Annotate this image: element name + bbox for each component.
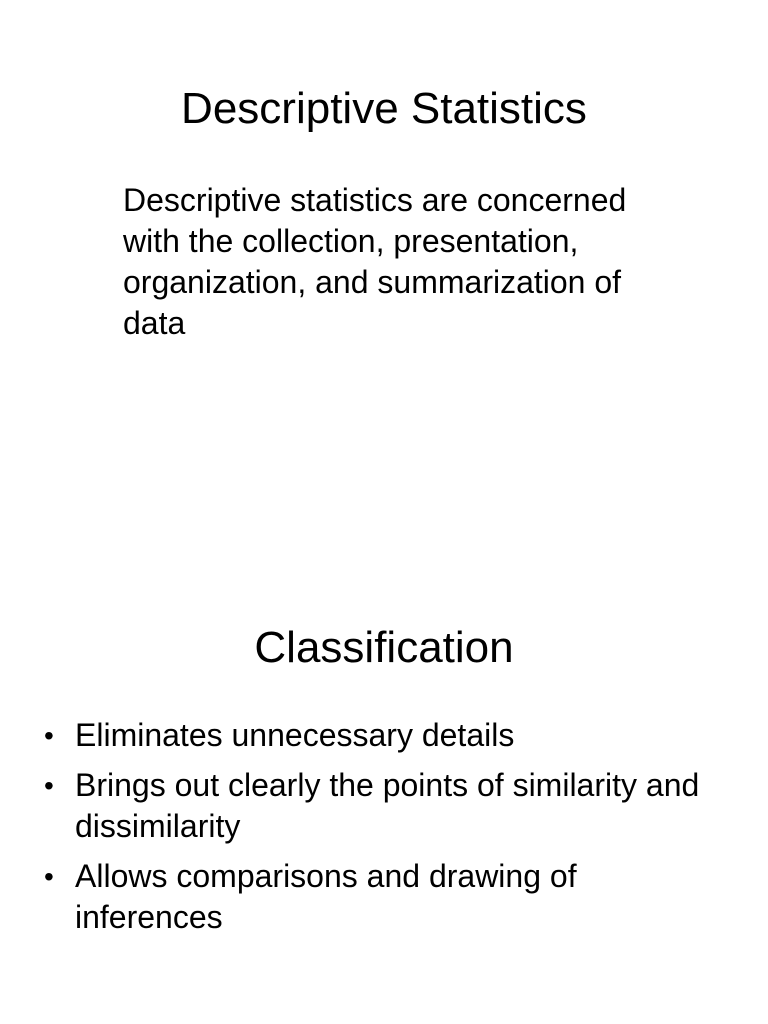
bullet-text: Eliminates unnecessary details [75,717,515,753]
bullet-text: Brings out clearly the points of similarity and dissimilarity [75,767,700,844]
slide-classification [0,512,768,1024]
bullet-text: Allows comparisons and drawing of inferences [75,858,577,935]
bullet-item [0,715,700,756]
slide-body-text: Descriptive statistics are concerned with the collection, presentation, organization, and summarization of data [123,182,627,341]
bullet-list [0,715,700,947]
bullet-point-icon: • [44,720,54,751]
bullet-item [0,765,700,847]
bullet-item [0,856,700,938]
slide-title: Classification [254,623,514,672]
bullet-point-icon: • [44,861,54,892]
bullet-point-icon: • [44,770,54,801]
slide-title: Descriptive Statistics [181,84,587,133]
